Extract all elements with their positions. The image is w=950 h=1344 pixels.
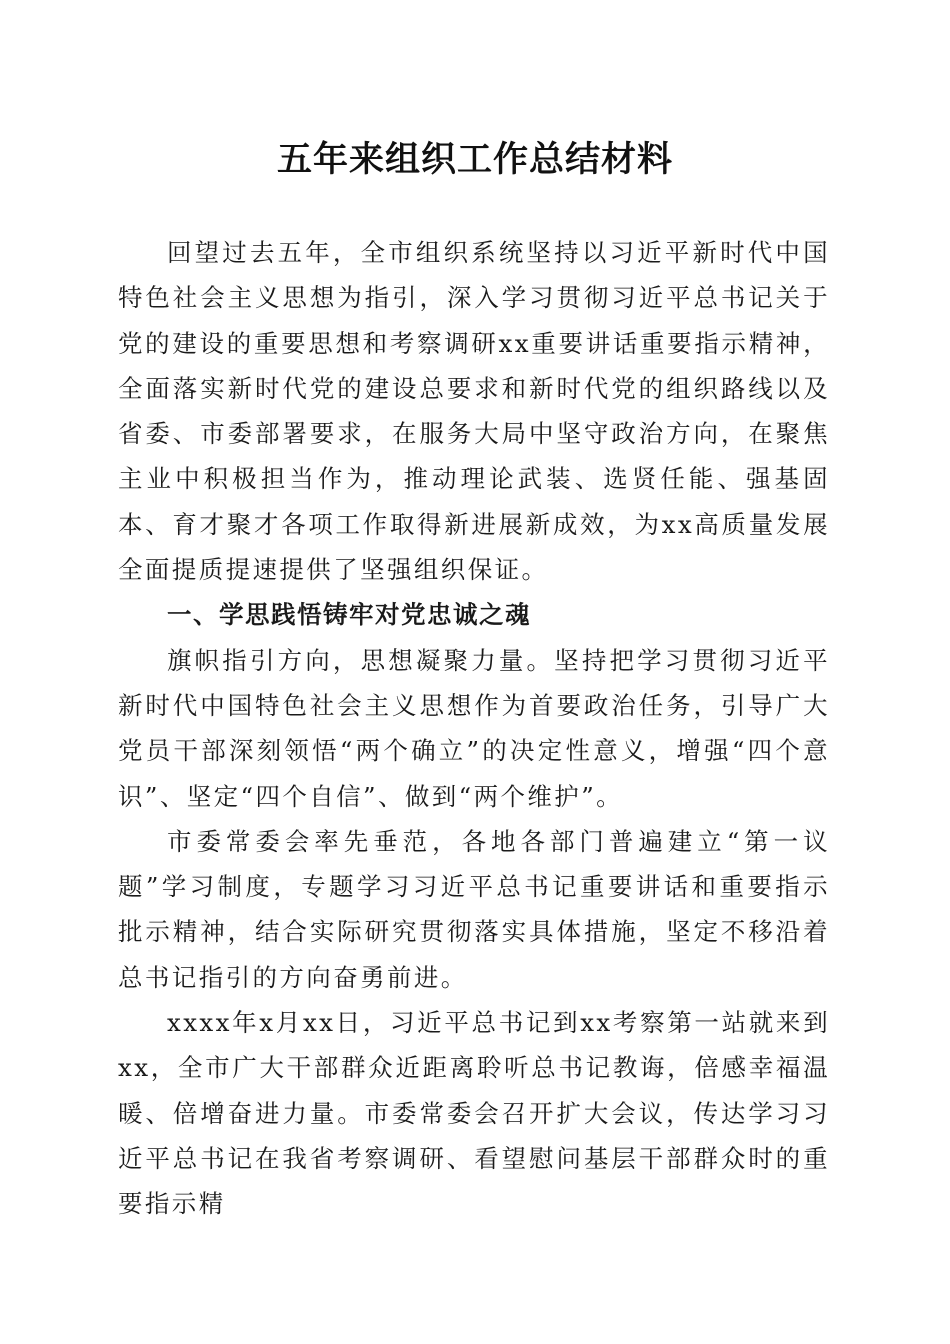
section-heading-1: 一、学思践悟铸牢对党忠诚之魂 [167, 600, 531, 630]
document-body [118, 230, 830, 1227]
paragraph-intro: 回望过去五年，全市组织系统坚持以习近平新时代中国特色社会主义思想为指引，深入学习贯彻习近平总书记关于党的建设的重要思想和考察调研xx重要讲话重要指示精神，全面落实新时代党的建设总要求和新时代党的组织路线以及省委、市委部署要求，在服务大局中坚守政治方向，在聚焦主业中积极担当作为，推动理论武装、选贤任能、强基固本、育才聚才各项工作取得新进展新成效，为xx高质量发展全面提质提速提供了坚强组织保证。 [118, 238, 830, 585]
paragraph-guidance: 旗帜指引方向，思想凝聚力量。坚持把学习贯彻习近平新时代中国特色社会主义思想作为首要政治任务，引导广大党员干部深刻领悟“两个确立”的决定性意义，增强“四个意识”、坚定“四个自信”、做到“两个维护”。 [118, 645, 830, 811]
paragraph-inspection-visit: xxxx年x月xx日，习近平总书记到xx考察第一站就来到xx，全市广大干部群众近距离聆听总书记教诲，倍感幸福温暖、倍增奋进力量。市委常委会召开扩大会议，传达学习习近平总书记在我省考察调研、看望慰问基层干部群众时的重要指示精 [118, 1008, 830, 1219]
document-title: 五年来组织工作总结材料 [276, 139, 673, 180]
paragraph-standing-committee: 市委常委会率先垂范，各地各部门普遍建立“第一议题”学习制度，专题学习习近平总书记重要讲话和重要指示批示精神，结合实际研究贯彻落实具体措施，坚定不移沿着总书记指引的方向奋勇前进。 [118, 826, 830, 992]
